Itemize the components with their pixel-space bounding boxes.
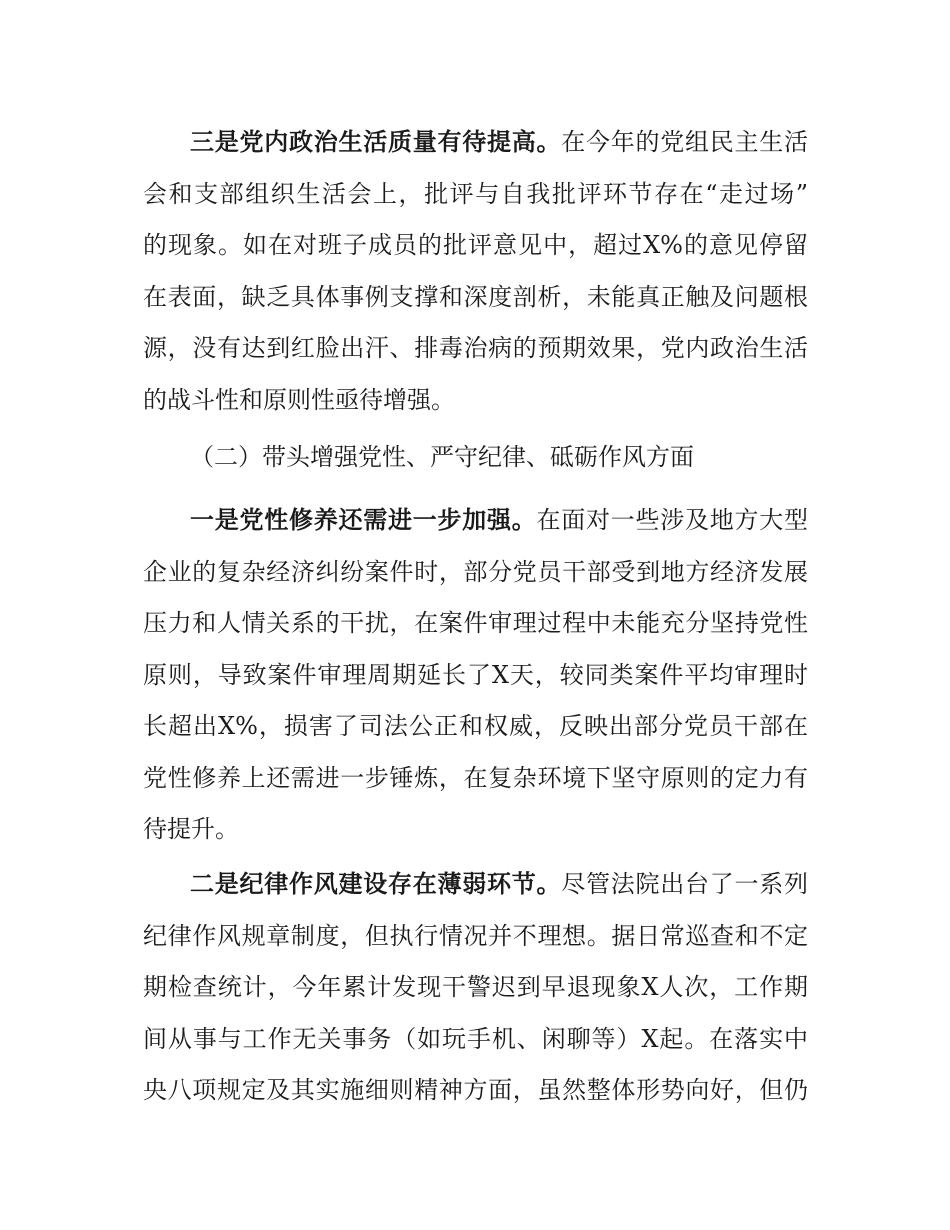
- paragraph-line: [143, 859, 808, 911]
- paragraph-line: 间从事与工作无关事务（如玩手机、闲聊等）X起。在落实中: [143, 1024, 808, 1053]
- paragraph-line: 纪律作风规章制度，但执行情况并不理想。据日常巡查和不定: [143, 921, 808, 950]
- paragraph-lead: 二是纪律作风建设存在薄弱环节。: [190, 870, 562, 898]
- paragraph-line: 待提升。: [143, 815, 239, 843]
- line-text: 尽管法院出台了一系列: [561, 870, 808, 898]
- paragraph-lead: 三是党内政治生活质量有待提高。: [190, 128, 562, 156]
- paragraph-line: 的战斗性和原则性亟待增强。: [143, 385, 455, 414]
- paragraph-line: 源，没有达到红脸出汗、排毒治病的预期效果，党内政治生活: [143, 334, 808, 362]
- paragraph-political-life: [143, 117, 808, 426]
- paragraph-party-spirit: [143, 495, 808, 856]
- paragraph-line: 党性修养上还需进一步锤炼，在复杂环境下坚守原则的定力有: [143, 763, 808, 792]
- paragraph-line: 企业的复杂经济纠纷案件时，部分党员干部受到地方经济发展: [143, 557, 808, 586]
- paragraph-lead: 一是党性修养还需进一步加强。: [190, 506, 537, 534]
- line-text: 在面对一些涉及地方大型: [536, 506, 808, 534]
- paragraph-line: 的现象。如在对班子成员的批评意见中，超过X%的意见停留: [143, 231, 808, 259]
- section-heading: （二）带头增强党性、严守纪律、砥砺作风方面: [190, 443, 694, 471]
- paragraph-line: 央八项规定及其实施细则精神方面，虽然整体形势向好，但仍: [143, 1076, 808, 1104]
- paragraph-line: [143, 495, 808, 547]
- paragraph-line: [143, 117, 808, 169]
- paragraph-line: 原则，导致案件审理周期延长了X天，较同类案件平均审理时: [143, 660, 808, 689]
- paragraph-line: 长超出X%，损害了司法公正和权威，反映出部分党员干部在: [143, 712, 808, 740]
- paragraph-line: 会和支部组织生活会上，批评与自我批评环节存在“走过场”: [143, 179, 808, 208]
- paragraph-line: 期检查统计，今年累计发现干警迟到早退现象X人次，工作期: [143, 973, 808, 1001]
- paragraph-discipline: [143, 859, 808, 1117]
- line-text: 在今年的党组民主生活: [561, 128, 808, 156]
- paragraph-line: 在表面，缺乏具体事例支撑和深度剖析，未能真正触及问题根: [143, 282, 808, 311]
- paragraph-line: 压力和人情关系的干扰，在案件审理过程中未能充分坚持党性: [143, 609, 808, 637]
